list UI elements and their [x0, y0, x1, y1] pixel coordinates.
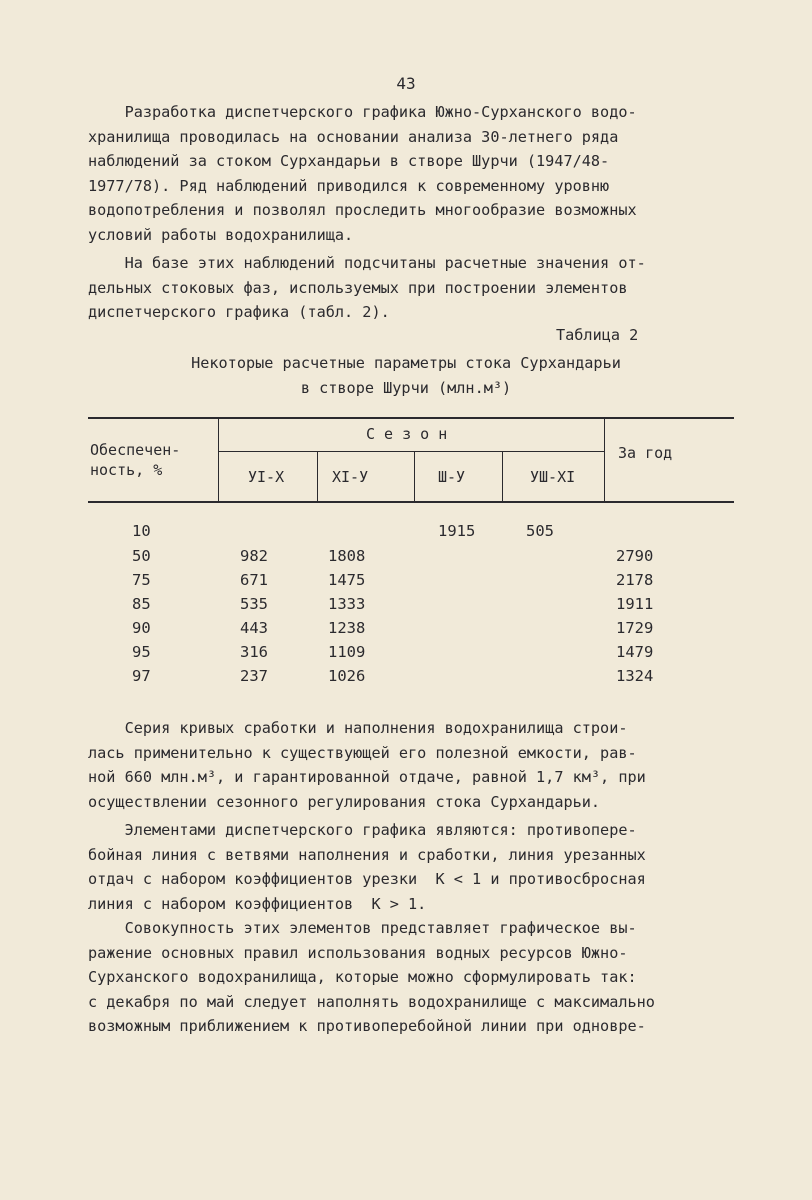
table-cell: 2178	[616, 571, 654, 589]
text-line: дельных стоковых фаз, используемых при построении элементов	[88, 278, 628, 297]
text-line: диспетчерского графика (табл. 2).	[88, 303, 390, 322]
table-vrule	[414, 452, 415, 502]
table-label: Таблица 2	[556, 326, 639, 344]
table-cell: 95	[132, 643, 151, 661]
table-cell: 1475	[328, 571, 366, 589]
table-cell: 1911	[616, 595, 654, 613]
text-line: хранилища проводилась на основании анализа 30-летнего ряда	[88, 127, 619, 146]
paragraph-4	[88, 818, 728, 916]
text-line: возможным приближением к противоперебойной линии при одновре-	[88, 1017, 646, 1036]
text-line: ражение основных правил использования водных ресурсов Южно-	[88, 943, 628, 962]
table-title-line: в створе Шурчи (млн.м³)	[300, 378, 512, 397]
table-top-rule	[88, 417, 734, 419]
table-cell: 535	[240, 595, 268, 613]
header-bottom-rule	[88, 501, 734, 503]
table-cell: 1026	[328, 667, 366, 685]
paragraph-5	[88, 916, 728, 1039]
table-cell: 1729	[616, 619, 654, 637]
table-title	[0, 351, 812, 400]
text-line: 1977/78). Ряд наблюдений приводился к современному уровню	[88, 176, 610, 195]
text-line: Сурханского водохранилища, которые можно сформулировать так:	[88, 968, 637, 987]
table-cell: 1333	[328, 595, 366, 613]
text-line: линия с набором коэффициентов K > 1.	[88, 894, 427, 913]
text-line: ной 660 млн.м³, и гарантированной отдаче, равной 1,7 км³, при	[88, 768, 646, 787]
table-title-line: Некоторые расчетные параметры стока Сурхандарьи	[191, 354, 621, 372]
text-line: с декабря по май следует наполнять водохранилище с максимально	[88, 992, 655, 1011]
text-line: наблюдений за стоком Сурхандарьи в створе Шурчи (1947/48-	[88, 152, 610, 171]
text-line: условий работы водохранилища.	[88, 225, 354, 244]
text-line: Разработка диспетчерского графика Южно-Сурханского водо-	[88, 103, 637, 121]
table-cell: 75	[132, 571, 151, 589]
paragraph-2	[88, 251, 728, 325]
text-line: Серия кривых сработки и наполнения водохранилища строи-	[88, 719, 628, 737]
table-cell: 316	[240, 643, 268, 661]
table-cell: 50	[132, 547, 151, 565]
table-cell: 1808	[328, 547, 366, 565]
table-vrule	[317, 452, 318, 502]
text-line: Совокупность этих элементов представляет графическое вы-	[88, 919, 637, 937]
text-line: водопотребления и позволял проследить многообразие возможных	[88, 201, 637, 220]
season-col-header: ХI-У	[332, 468, 369, 486]
table-vrule	[604, 417, 605, 502]
table-vrule	[218, 417, 219, 502]
text-line: бойная линия с ветвями наполнения и сработки, линия урезанных	[88, 845, 646, 864]
table-cell: 237	[240, 667, 268, 685]
table-cell: 505	[526, 522, 554, 540]
text-line: На базе этих наблюдений подсчитаны расчетные значения от-	[88, 254, 646, 272]
season-header: С е з о н	[366, 425, 448, 443]
table-cell: 443	[240, 619, 268, 637]
table-cell: 1238	[328, 619, 366, 637]
paragraph-1	[88, 100, 728, 248]
table-cell: 1915	[438, 522, 476, 540]
table-vrule	[502, 452, 503, 502]
year-header: За год	[618, 444, 673, 462]
text-line: лась применительно к существующей его полезной емкости, рав-	[88, 743, 637, 762]
table-cell: 10	[132, 522, 151, 540]
table-cell: 1324	[616, 667, 654, 685]
table-cell: 982	[240, 547, 268, 565]
season-col-header: УШ-ХI	[530, 468, 576, 486]
table-cell: 2790	[616, 547, 654, 565]
data-table	[88, 417, 734, 707]
provision-header: Обеспечен-	[90, 441, 181, 459]
table-cell: 1479	[616, 643, 654, 661]
table-cell: 85	[132, 595, 151, 613]
season-col-header: УI-Х	[248, 468, 285, 486]
page-number: 43	[396, 74, 416, 93]
table-cell: 97	[132, 667, 151, 685]
season-divider-rule	[218, 451, 604, 452]
text-line: отдач с набором коэффициентов урезки K < 1 и противосбросная	[88, 870, 646, 889]
text-line: Элементами диспетчерского графика являются: противопере-	[88, 821, 637, 839]
table-cell: 671	[240, 571, 268, 589]
text-line: осуществлении сезонного регулирования стока Сурхандарьи.	[88, 792, 601, 811]
table-cell: 90	[132, 619, 151, 637]
table-cell: 1109	[328, 643, 366, 661]
provision-header: ность, %	[90, 461, 163, 479]
paragraph-3	[88, 716, 728, 814]
season-col-header: Ш-У	[438, 468, 466, 486]
